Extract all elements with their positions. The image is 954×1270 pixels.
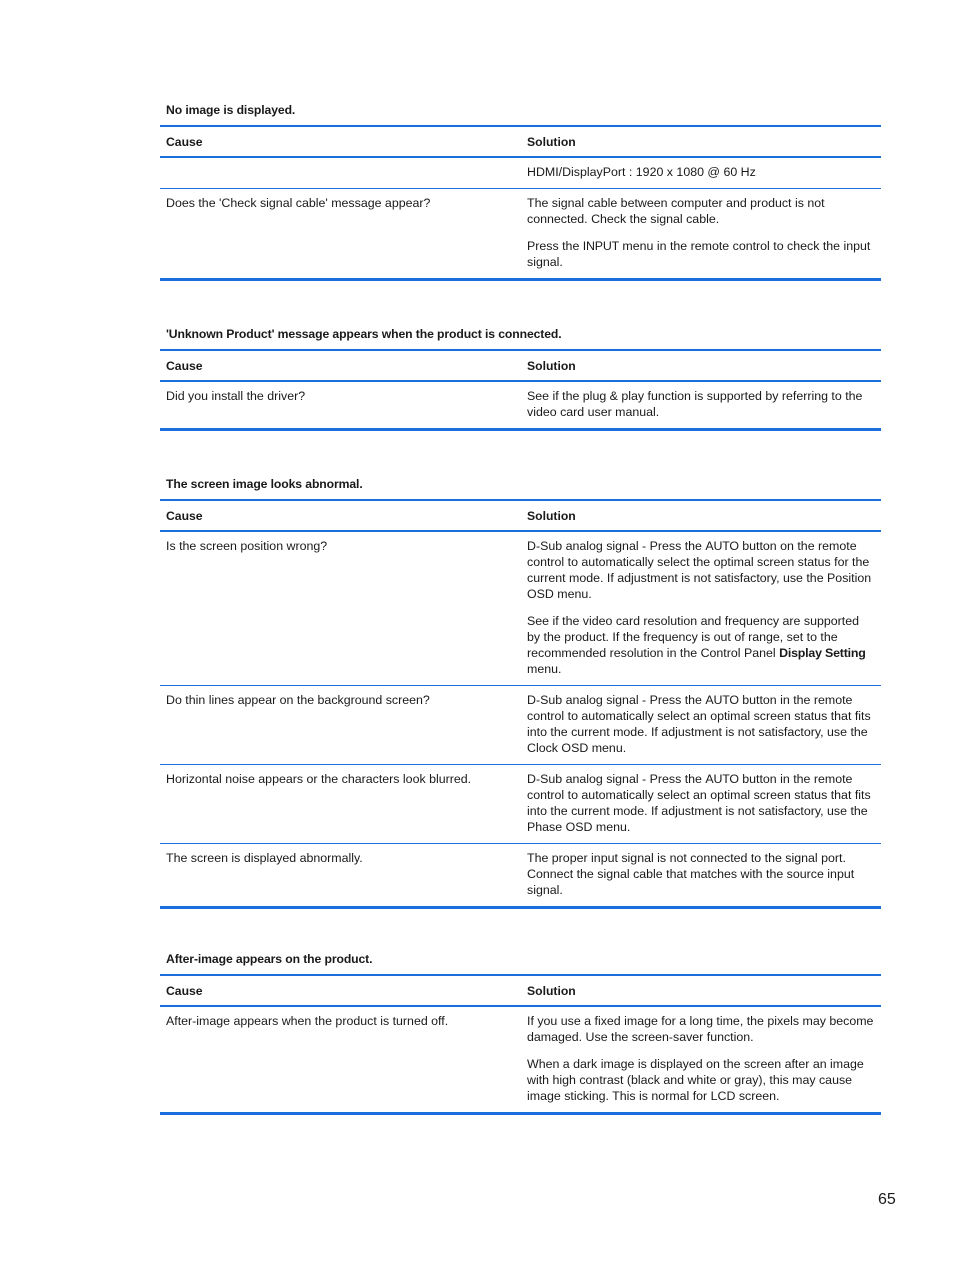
header-solution: Solution bbox=[521, 126, 881, 157]
solution-text-part: menu in the remote control to check the input signal. bbox=[527, 239, 871, 269]
cause-cell: The screen is displayed abnormally. bbox=[160, 844, 521, 908]
solution-cell bbox=[521, 1006, 881, 1114]
table-header-row bbox=[160, 350, 881, 381]
page-number: 65 bbox=[878, 1191, 896, 1208]
header-solution: Solution bbox=[521, 350, 881, 381]
solution-text-part: D-Sub analog signal - Press the bbox=[527, 539, 706, 553]
troubleshooting-table bbox=[160, 349, 881, 431]
cause-cell: Does the 'Check signal cable' message appear? bbox=[160, 189, 521, 280]
section-caption: 'Unknown Product' message appears when the product is connected. bbox=[166, 327, 562, 341]
table-header-row bbox=[160, 126, 881, 157]
solution-text: See if the plug & play function is supported by referring to the video card user manual. bbox=[527, 389, 863, 419]
solution-text bbox=[527, 238, 875, 270]
section-caption: The screen image looks abnormal. bbox=[166, 477, 363, 491]
solution-cell bbox=[521, 844, 881, 908]
header-cause: Cause bbox=[160, 500, 521, 531]
table-row bbox=[160, 844, 881, 908]
cause-cell: Do thin lines appear on the background screen? bbox=[160, 686, 521, 765]
solution-text: If you use a fixed image for a long time, the pixels may become damaged. Use the screen-saver function. bbox=[527, 1014, 874, 1044]
key-label: AUTO bbox=[705, 693, 739, 707]
solution-text-part: menu. bbox=[527, 662, 562, 676]
header-solution: Solution bbox=[521, 500, 881, 531]
solution-text-part: See if the video card resolution and frequency are supported by the product. If the frequency is out of range, set to the recommended resolution in the Control Panel bbox=[527, 614, 860, 660]
solution-text-part: button in the remote control to automatically select an optimal screen status that fits into the current mode. If adjustment is not satisfactory, use the Phase OSD menu. bbox=[527, 772, 871, 834]
header-cause: Cause bbox=[160, 350, 521, 381]
troubleshooting-table bbox=[160, 125, 881, 281]
table-row bbox=[160, 531, 881, 686]
table-row bbox=[160, 381, 881, 430]
table-header-row bbox=[160, 500, 881, 531]
menu-label: Display Setting bbox=[779, 646, 866, 660]
solution-cell bbox=[521, 157, 881, 189]
cause-cell: After-image appears when the product is turned off. bbox=[160, 1006, 521, 1114]
header-solution: Solution bbox=[521, 975, 881, 1006]
section-caption: After-image appears on the product. bbox=[166, 952, 373, 966]
section-screen-abnormal bbox=[160, 477, 881, 909]
header-cause: Cause bbox=[160, 126, 521, 157]
solution-text-part: D-Sub analog signal - Press the bbox=[527, 772, 706, 786]
solution-cell bbox=[521, 381, 881, 430]
solution-cell bbox=[521, 765, 881, 844]
troubleshooting-table bbox=[160, 499, 881, 909]
solution-cell bbox=[521, 686, 881, 765]
solution-text: When a dark image is displayed on the screen after an image with high contrast (black and white or gray), this may cause image sticking. This is normal for LCD screen. bbox=[527, 1057, 864, 1103]
solution-text-part: button in the remote control to automatically select an optimal screen status that fits into the current mode. If adjustment is not satisfactory, use the Clock OSD menu. bbox=[527, 693, 871, 755]
cause-cell: Is the screen position wrong? bbox=[166, 539, 328, 553]
solution-text-part: Press the bbox=[527, 239, 583, 253]
solution-text: HDMI/DisplayPort : 1920 x 1080 @ 60 Hz bbox=[527, 165, 756, 179]
section-caption: No image is displayed. bbox=[166, 103, 296, 117]
cause-cell: Horizontal noise appears or the characters look blurred. bbox=[160, 765, 521, 844]
solution-cell bbox=[521, 189, 881, 280]
key-label: AUTO bbox=[705, 539, 739, 553]
solution-text-part: D-Sub analog signal - Press the bbox=[527, 693, 706, 707]
solution-text bbox=[527, 692, 875, 756]
key-label: INPUT bbox=[582, 239, 619, 253]
cause-cell: Did you install the driver? bbox=[160, 381, 521, 430]
table-row bbox=[160, 157, 881, 189]
header-cause: Cause bbox=[160, 975, 521, 1006]
solution-text: The proper input signal is not connected to the signal port. Connect the signal cable that matches with the source input signal. bbox=[527, 851, 855, 897]
solution-text: The signal cable between computer and product is not connected. Check the signal cable. bbox=[527, 196, 825, 226]
table-header-row bbox=[160, 975, 881, 1006]
solution-text-part: button on the remote control to automatically select the optimal screen status for the current mode. If adjustment is not satisfactory, use the Position OSD menu. bbox=[527, 539, 872, 601]
table-row bbox=[160, 1006, 881, 1114]
section-unknown-product bbox=[160, 327, 881, 431]
cause-cell bbox=[160, 157, 521, 189]
key-label: AUTO bbox=[705, 772, 739, 786]
section-no-image bbox=[160, 103, 881, 281]
solution-text bbox=[527, 771, 875, 835]
section-after-image bbox=[160, 952, 881, 1115]
solution-text bbox=[527, 538, 875, 602]
troubleshooting-table bbox=[160, 974, 881, 1115]
solution-text bbox=[527, 613, 875, 677]
solution-cell bbox=[521, 531, 881, 686]
table-row bbox=[160, 189, 881, 280]
table-row bbox=[160, 686, 881, 765]
table-row bbox=[160, 765, 881, 844]
